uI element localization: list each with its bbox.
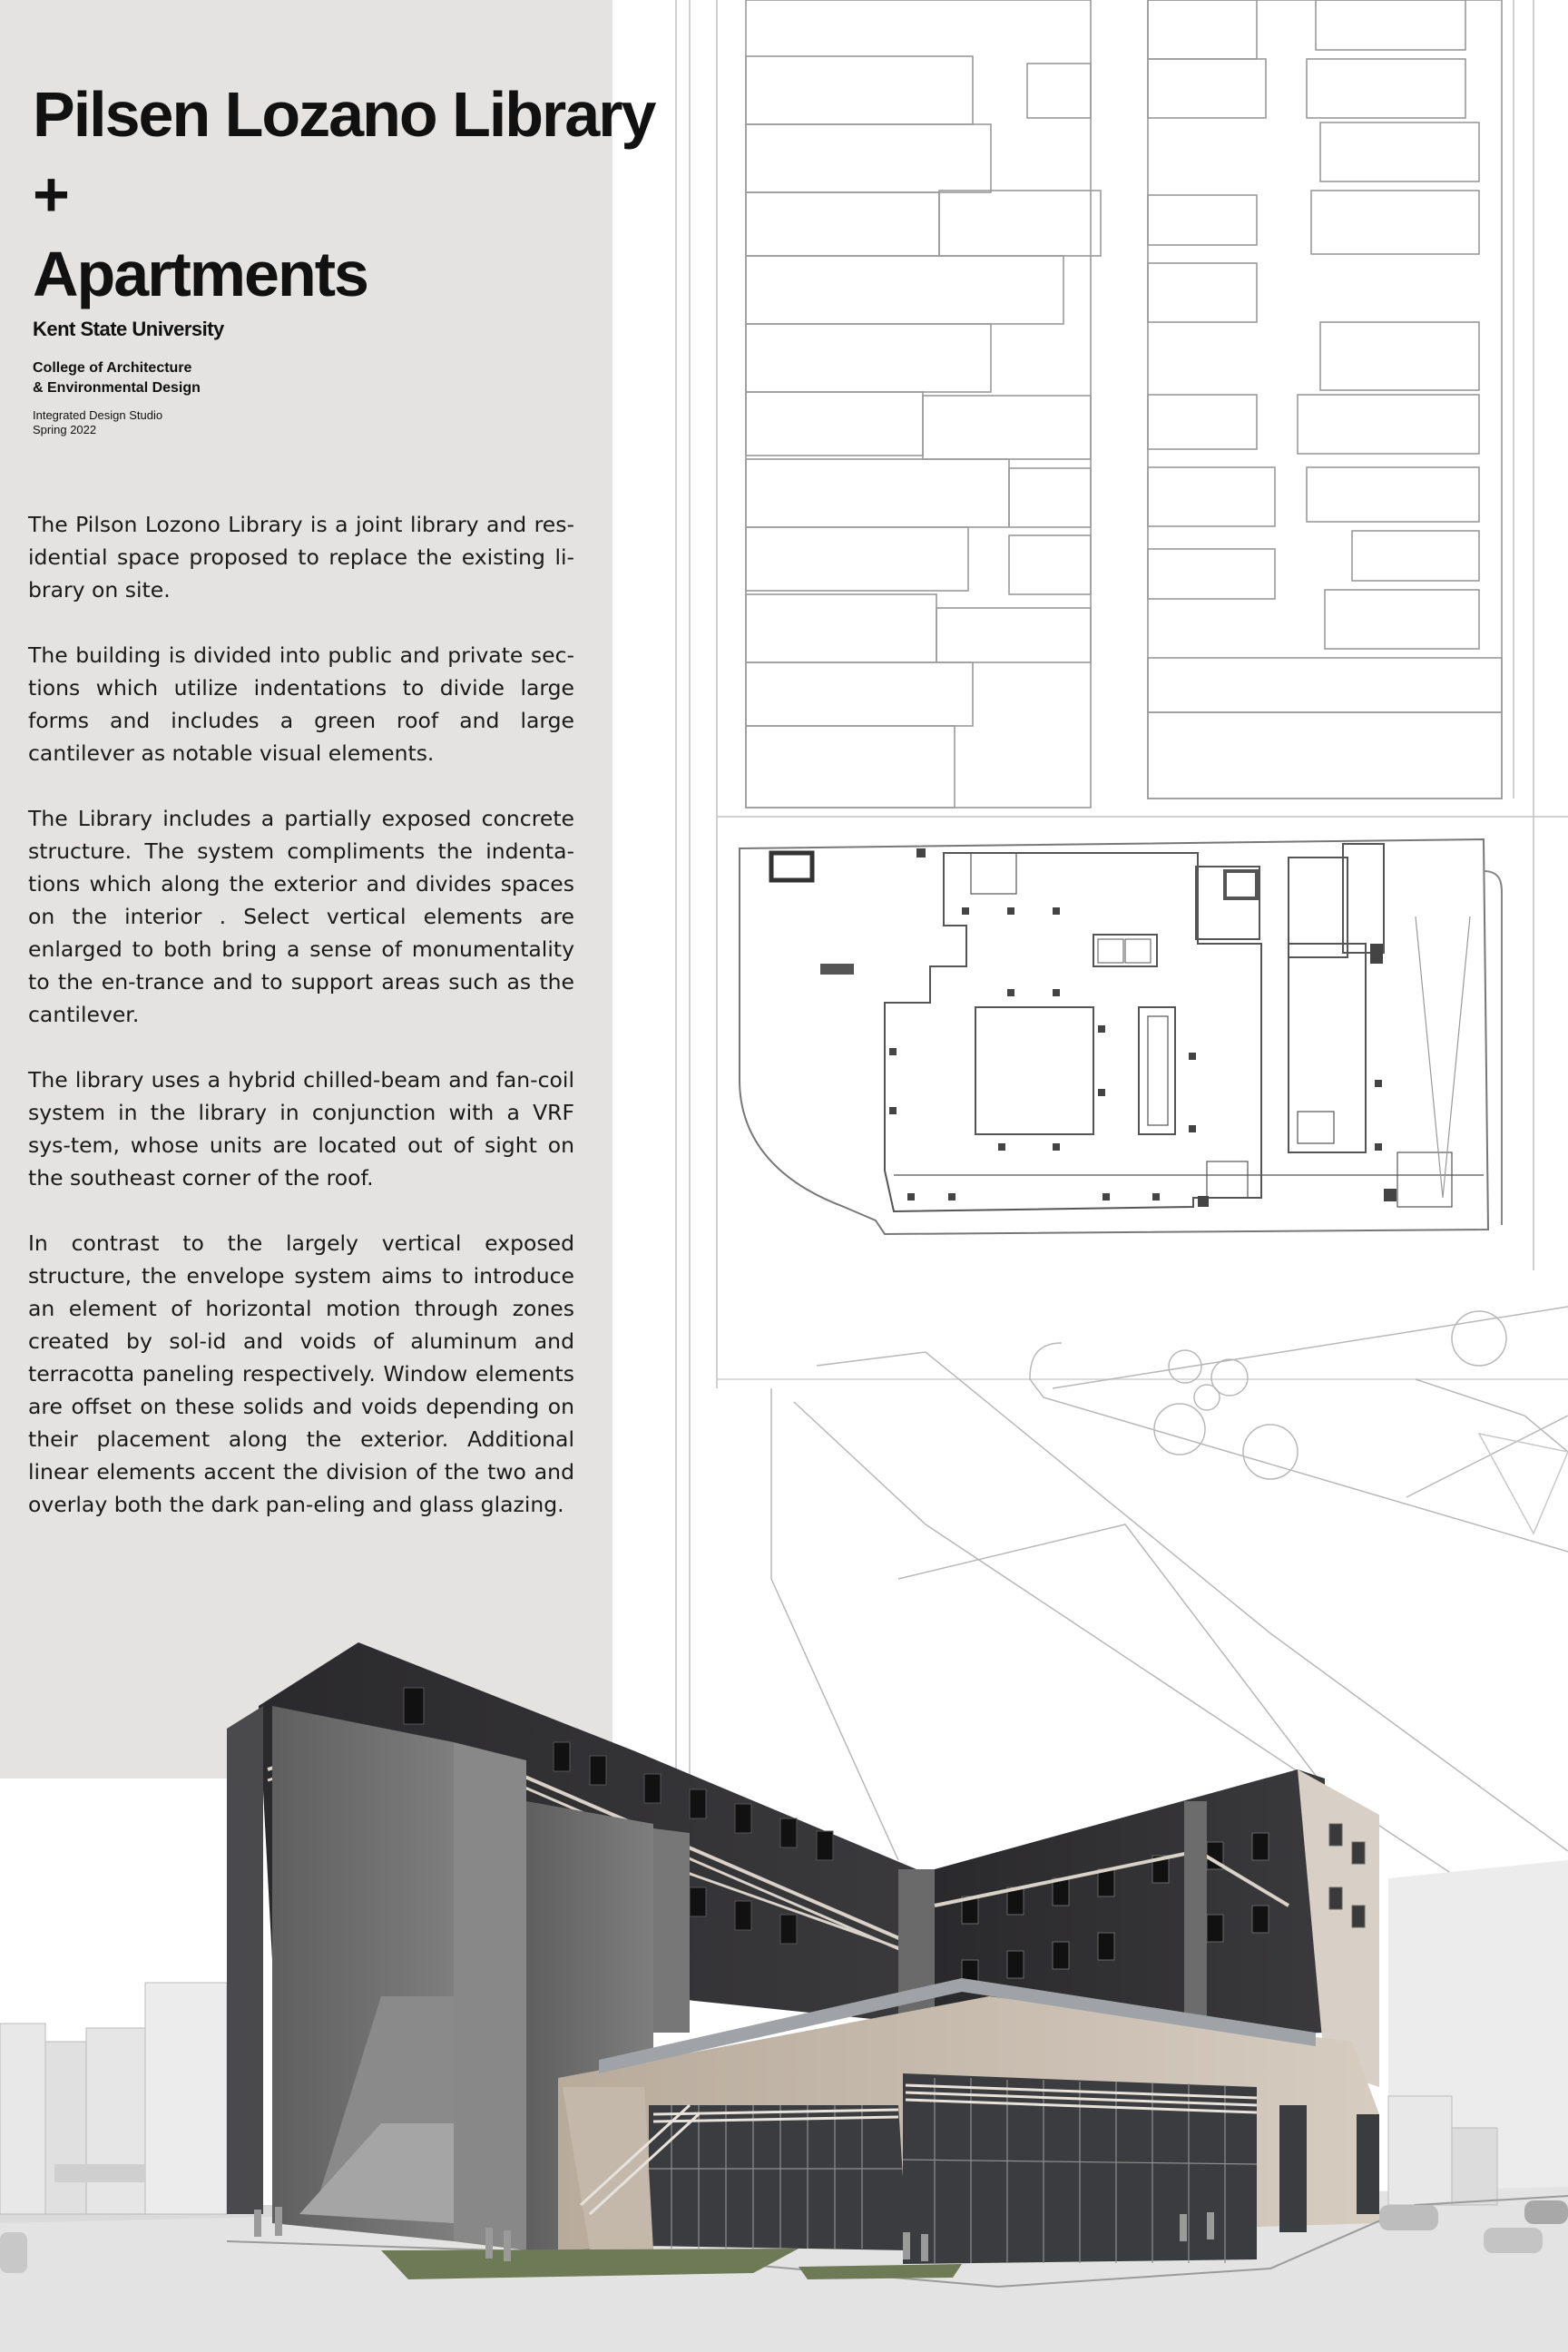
description-paragraph-3: The Library includes a partially exposed concrete structure. The system compliments the indenta-tions which along the exterior and divides spaces on the interior . Select vertical elements are enlarged to both bring a sense of monumentality to the en-trance and to support areas such as the cantilever. [28, 806, 574, 1027]
studio-term: Spring 2022 [33, 423, 97, 436]
studio-name: Integrated Design Studio [33, 408, 163, 422]
title-line-3: Apartments [33, 239, 368, 309]
college-line-2: & Environmental Design [33, 380, 201, 396]
title-line-2: + [33, 159, 68, 230]
college-line-1: College of Architecture [33, 360, 192, 376]
description-paragraph-4: The library uses a hybrid chilled-beam and fan-coil system in the library in conjunction with a VRF sys-tem, whose units are located out of sight on the southeast corner of the roof. [28, 1067, 574, 1191]
description-paragraph-2: The building is divided into public and private sec-tions which utilize indentations to divide large forms and includes a green roof and large cantilever as notable visual elements. [28, 642, 574, 766]
description-paragraph-1: The Pilson Lozono Library is a joint library and res-idential space proposed to replace the existing li-brary on site. [28, 512, 574, 603]
university-name: Kent State University [33, 318, 224, 340]
description-paragraph-5: In contrast to the largely vertical exposed structure, the envelope system aims to introduce an element of horizontal motion through zones created by sol-id and voids of aluminum and terracotta paneling respectively. Window elements are offset on these solids and voids depending on their placement along the exterior. Additional linear elements accent the division of the two and overlay both the dark pan-eling and glass glazing. [28, 1230, 574, 1517]
title-line-1: Pilsen Lozano Library [33, 79, 655, 150]
